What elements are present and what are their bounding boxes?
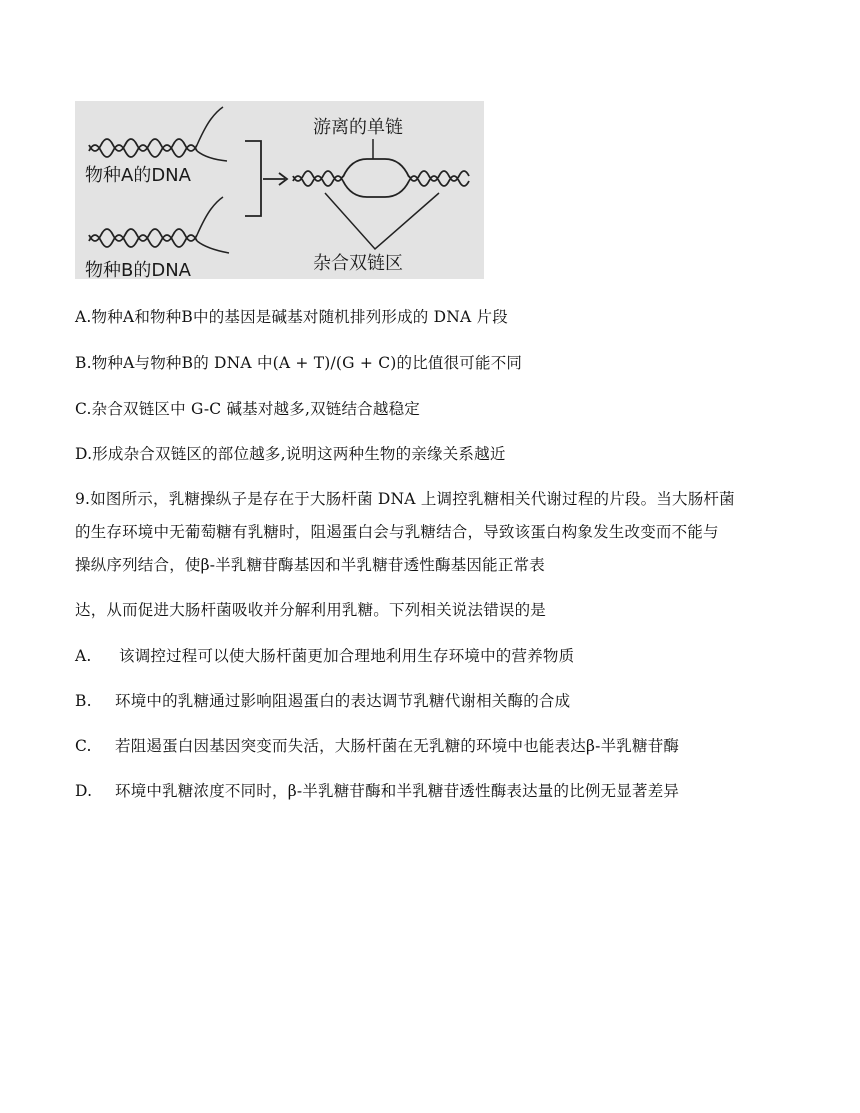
q9-stem-line-3: 操纵序列结合，使β-半乳糖苷酶基因和半乳糖苷透性酶基因能正常表 <box>75 556 545 574</box>
q9-option-c-text: 若阻遏蛋白因基因突变而失活，大肠杆菌在无乳糖的环境中也能表达β-半乳糖苷酶 <box>115 737 680 755</box>
label-species-b-dna: 物种B的DNA <box>85 260 191 281</box>
q9-stem-line-4: 达，从而促进大肠杆菌吸收并分解利用乳糖。下列相关说法错误的是 <box>75 601 547 619</box>
q9-option-a-letter: A. <box>75 647 92 665</box>
q9-option-c-letter: C. <box>75 737 92 755</box>
q8-option-c: C.杂合双链区中 G-C 碱基对越多,双链结合越稳定 <box>75 400 420 418</box>
dna-hybridization-figure <box>75 101 484 279</box>
q9-option-d-text: 环境中乳糖浓度不同时，β-半乳糖苷酶和半乳糖苷透性酶表达量的比例无显著差异 <box>115 782 680 800</box>
q9-option-b <box>75 689 570 711</box>
label-free-single-strand: 游离的单链 <box>313 117 403 138</box>
label-species-a-dna: 物种A的DNA <box>85 165 191 186</box>
q9-option-c <box>75 734 679 756</box>
q8-option-d: D.形成杂合双链区的部位越多,说明这两种生物的亲缘关系越近 <box>75 445 506 463</box>
q9-option-d <box>75 779 679 801</box>
q9-option-b-letter: B. <box>75 692 92 710</box>
q9-option-d-letter: D. <box>75 782 93 800</box>
q9-stem-line-2: 的生存环境中无葡萄糖有乳糖时，阻遏蛋白会与乳糖结合，导致该蛋白构象发生改变而不能与 <box>75 523 719 541</box>
label-hybrid-duplex-region: 杂合双链区 <box>313 253 403 274</box>
q9-stem-line-1: 9.如图所示，乳糖操纵子是存在于大肠杆菌 DNA 上调控乳糖相关代谢过程的片段。当大肠杆菌 <box>75 490 735 508</box>
dna-diagram <box>75 101 484 279</box>
q9-option-a-text: 该调控过程可以使大肠杆菌更加合理地利用生存环境中的营养物质 <box>119 647 575 665</box>
q8-option-b: B.物种A与物种B的 DNA 中(A + T)/(G + C)的比值很可能不同 <box>75 354 523 372</box>
q8-option-a: A.物种A和物种B中的基因是碱基对随机排列形成的 DNA 片段 <box>75 308 508 326</box>
q9-option-b-text: 环境中的乳糖通过影响阻遏蛋白的表达调节乳糖代谢相关酶的合成 <box>115 692 571 710</box>
q9-option-a <box>75 644 574 666</box>
